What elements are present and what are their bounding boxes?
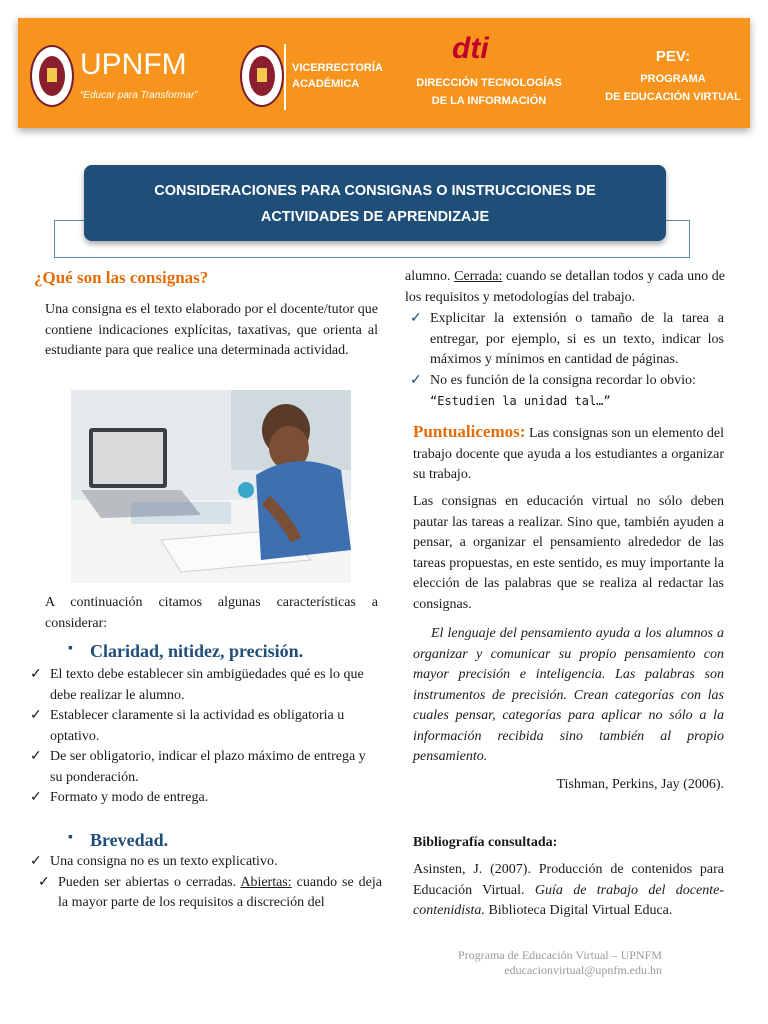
obvious-list [410,309,724,413]
pev-label: PROGRAMA DE EDUCACIÓN VIRTUAL [605,73,741,103]
check-icon: ✓ [30,708,42,723]
check-icon: ✓ [30,749,42,764]
photo-illustration [71,390,351,583]
vice-rectory-label: VICERRECTORÍA ACADÉMICA [292,62,383,90]
upnfm-seal-logo [30,45,74,107]
footer-email: educacionvirtual@upnfm.edu.hn [504,963,662,977]
pev-title: PEV: [655,48,691,65]
list-item: ✓ No es función de la consigna recordar lo obvio: “Estudien la unidad tal…” [410,371,724,413]
quote-citation: Tishman, Perkins, Jay (2006). [556,777,724,792]
check-icon: ✓ [410,372,422,388]
check-icon: ✓ [410,311,422,326]
list-item: ✓ Establecer claramente si la actividad es obligatoria u optativo. [30,706,380,747]
upnfm-seal-logo-2 [240,45,284,107]
brand-name: UPNFM [80,48,187,81]
quote-paragraph: El lenguaje del pensamiento ayuda a los alumnos a organizar y comunicar su propio pensamiento con mayor precisión e inteligencia. Las palabras son instrumentos de precisión. Crean categorías con las cuales pensar, categorías para aplicar no sólo a la información recibida sino también al propio pensamiento. [413,626,724,764]
bullet-icon: ▪ [68,830,73,845]
check-icon: ✓ [38,874,50,890]
bibliography-heading: Bibliografía consultada: [413,835,558,850]
brand-slogan: “Educar para Transformar” [80,90,198,101]
section-heading-clarity: ▪ Claridad, nitidez, precisión. [68,641,304,661]
page-title: CONSIDERACIONES PARA CONSIGNAS O INSTRUCCIONES DE ACTIVIDADES DE APRENDIZAJE [84,165,666,241]
list-item: ✓ Una consigna no es un texto explicativo. [30,852,382,873]
header-banner [18,18,750,128]
section-heading-brevity: ▪ Brevedad. [68,830,169,850]
list-item: ✓ Explicitar la extensión o tamaño de la tarea a entregar, por ejemplo, si es un texto, indicar los máximos y mínimos en cantidad de páginas. [410,309,724,371]
bibliography-entry: Asinsten, J. (2007). Producción de contenidos para Educación Virtual. Guía de trabajo del docente-contenidista. Biblioteca Digital Virtual Educa. [413,862,724,918]
dti-label: DIRECCIÓN TECNOLOGÍAS DE LA INFORMACIÓN [416,77,562,107]
list-item: ✓ El texto debe establecer sin ambigüedades qué es lo que debe realizar le alumno. [30,665,380,706]
bullet-icon: ▪ [68,641,73,656]
footer-program: Programa de Educación Virtual – UPNFM [457,948,662,962]
dti-logo: dti [452,32,489,65]
check-icon: ✓ [30,790,42,805]
footer [420,948,662,978]
closed-continuation: alumno. Cerrada: cuando se detallan todos y cada uno de los requisitos y metodologías del trabajo. [405,269,726,305]
check-icon: ✓ [30,854,42,869]
intro-paragraph: Una consigna es el texto elaborado por el docente/tutor que contiene indicaciones explícitas, taxativas, que orienta al estudiante para que realice una determinada actividad. [45,302,378,358]
list-item: ✓ Pueden ser abiertas o cerradas. Abiertas: cuando se deja la mayor parte de los requisitos a discreción del [38,873,382,914]
brevity-list [30,852,382,914]
list-item: ✓ De ser obligatorio, indicar el plazo máximo de entrega y su ponderación. [30,747,380,788]
student-writing-photo [71,390,351,583]
virtual-paragraph: Las consignas en educación virtual no sólo deben pautar las tareas a realizar. Sino que, también ayuden a pensar, a organizar el pensamiento alrededor de las tareas propuestas, en este sentido, es muy importante la elección de las palabras que se realiza al redactar las consignas. [413,494,724,612]
characteristics-lead: A continuación citamos algunas características a considerar: [45,595,378,631]
header-divider [284,44,286,110]
puntualicemos-paragraph: Puntualicemos: Las consignas son un elemento del trabajo docente que ayuda a los estudiantes a organizar su trabajo. [413,422,725,482]
section-heading-what: ¿Qué son las consignas? [34,268,209,287]
check-icon: ✓ [30,667,42,682]
list-item: ✓ Formato y modo de entrega. [30,788,380,809]
clarity-list [30,665,380,809]
